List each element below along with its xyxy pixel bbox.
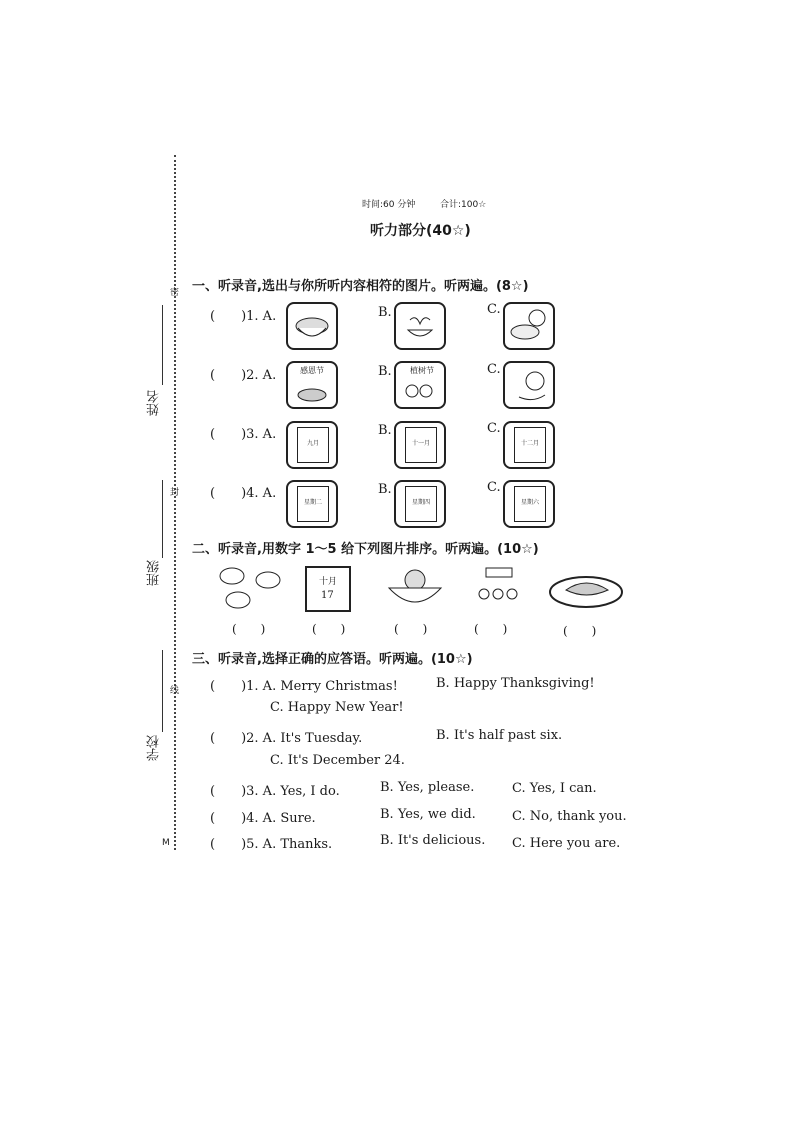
name-field[interactable]	[162, 305, 163, 385]
class-label: 班级	[147, 560, 162, 586]
section2-heading: 二、听录音,用数字 1～5 给下列图片排序。听两遍。(10☆)	[192, 542, 539, 557]
q4-label: ( )4. A.	[210, 486, 277, 501]
calendar-icon[interactable]	[503, 480, 555, 528]
s3-q2: ( )2. A. It's Tuesday.	[210, 731, 363, 746]
q3-label: ( )3. A.	[210, 427, 277, 442]
class-field[interactable]	[162, 480, 163, 558]
rice-bowl-icon[interactable]	[286, 302, 338, 350]
order-blank-5[interactable]: ( )	[563, 624, 597, 638]
s3-q1-b: B. Happy Thanksgiving!	[436, 676, 595, 691]
turkey-icon[interactable]	[286, 361, 338, 409]
tree-planting-tag: 植树节	[410, 366, 434, 375]
noodles-icon[interactable]	[394, 302, 446, 350]
section1-heading: 一、听录音,选出与你所听内容相符的图片。听两遍。(8☆)	[192, 279, 529, 294]
seal-mark-top: 密	[170, 288, 180, 298]
time-label: 时间:60 分钟	[362, 200, 416, 210]
meat-plate-icon[interactable]	[503, 302, 555, 350]
calendar-icon[interactable]	[286, 480, 338, 528]
total-label: 合计:100☆	[440, 200, 487, 210]
q2-label: ( )2. A.	[210, 368, 277, 383]
calendar-icon[interactable]	[305, 566, 351, 612]
s3-q5: ( )5. A. Thanks.	[210, 837, 333, 852]
s3-q1: ( )1. A. Merry Christmas!	[210, 679, 398, 694]
page-title: 听力部分(40☆)	[370, 223, 471, 239]
calendar-icon[interactable]	[394, 480, 446, 528]
q1-c-label: C.	[487, 302, 501, 317]
calendar-text: 九月	[306, 440, 319, 447]
q3-c-label: C.	[487, 421, 501, 436]
calendar-icon[interactable]	[394, 421, 446, 469]
calendar-icon[interactable]	[286, 421, 338, 469]
seal-mark-end: M	[162, 838, 170, 848]
s3-q5-c: C. Here you are.	[512, 836, 621, 851]
s3-q3: ( )3. A. Yes, I do.	[210, 784, 340, 799]
order-blank-1[interactable]: ( )	[232, 622, 266, 636]
calendar-text: 十二月	[520, 440, 539, 447]
order-blank-2[interactable]: ( )	[312, 622, 346, 636]
fish-plate-icon[interactable]	[548, 570, 626, 612]
candy-icon[interactable]	[210, 562, 290, 612]
q2-b-label: B.	[378, 364, 392, 379]
order-blank-3[interactable]: ( )	[394, 622, 428, 636]
q1-label: ( )1. A.	[210, 309, 277, 324]
calendar-text: 星期四	[411, 499, 430, 506]
calendar-text: 星期六	[520, 499, 539, 506]
s3-q5-b: B. It's delicious.	[380, 833, 486, 848]
s3-q4: ( )4. A. Sure.	[210, 811, 316, 826]
tree-planting-icon[interactable]	[394, 361, 446, 409]
party-icon[interactable]	[472, 566, 524, 612]
calendar-day: 17	[321, 590, 334, 601]
s3-q1-c: C. Happy New Year!	[270, 700, 404, 715]
lion-dance-icon[interactable]	[503, 361, 555, 409]
school-label: 学校	[147, 735, 162, 761]
section3-heading: 三、听录音,选择正确的应答语。听两遍。(10☆)	[192, 652, 473, 667]
q2-c-label: C.	[487, 362, 501, 377]
calendar-text: 星期二	[303, 499, 322, 506]
s3-q3-c: C. Yes, I can.	[512, 781, 597, 796]
name-label: 姓名	[147, 390, 162, 416]
s3-q4-b: B. Yes, we did.	[380, 807, 476, 822]
fruit-bowl-icon[interactable]	[385, 566, 445, 612]
thanksgiving-tag: 感恩节	[300, 366, 324, 375]
school-field[interactable]	[162, 650, 163, 732]
calendar-text: 十一月	[411, 440, 430, 447]
seal-mark-bottom: 线	[170, 686, 180, 696]
q4-c-label: C.	[487, 480, 501, 495]
binding-dotted-line	[174, 155, 176, 850]
s3-q2-b: B. It's half past six.	[436, 728, 563, 743]
calendar-icon[interactable]	[503, 421, 555, 469]
q4-b-label: B.	[378, 482, 392, 497]
calendar-month: 十月	[319, 577, 338, 587]
s3-q2-c: C. It's December 24.	[270, 753, 405, 768]
order-blank-4[interactable]: ( )	[474, 622, 508, 636]
s3-q3-b: B. Yes, please.	[380, 780, 475, 795]
seal-mark-mid: 封	[170, 488, 180, 498]
s3-q4-c: C. No, thank you.	[512, 809, 627, 824]
q3-b-label: B.	[378, 423, 392, 438]
q1-b-label: B.	[378, 305, 392, 320]
